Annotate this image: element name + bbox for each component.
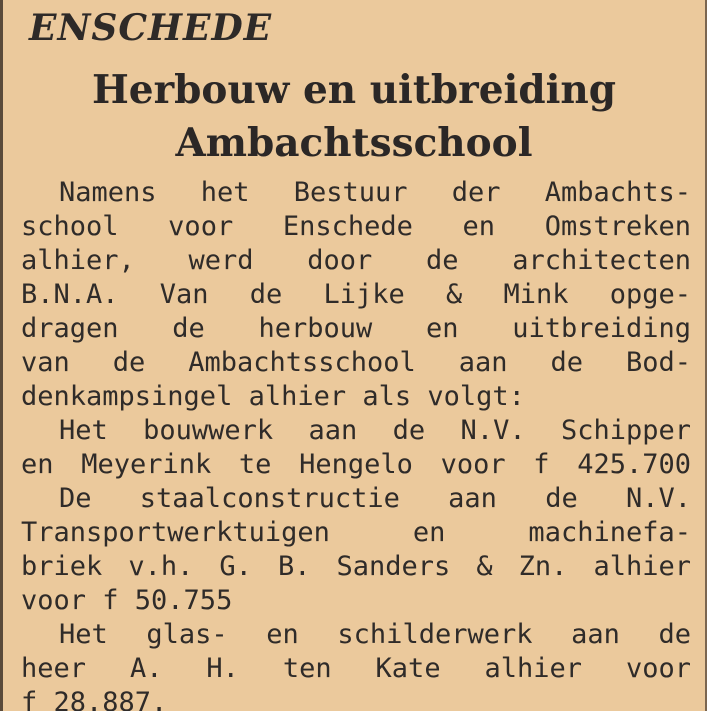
body-line: denkampsingel alhier als volgt: <box>21 381 525 412</box>
body-line: voor f 50.755 <box>21 585 233 616</box>
body-line: De staalconstructie aan de N.V. <box>59 483 691 514</box>
body-line: B.N.A. Van de Lijke & Mink opge- <box>21 279 691 310</box>
body-line: Transportwerktuigen en machinefa- <box>21 517 691 548</box>
body-line: briek v.h. G. B. Sanders & Zn. alhier <box>21 551 691 582</box>
dateline: ENSCHEDE <box>29 7 273 49</box>
article-body <box>21 176 691 711</box>
body-line: Het bouwwerk aan de N.V. Schipper <box>59 415 691 446</box>
headline-line-1: Herbouw en uitbreiding <box>91 67 617 113</box>
headline-line-2: Ambachtsschool <box>175 120 533 166</box>
body-line: Het glas- en schilderwerk aan de <box>59 619 691 650</box>
body-line: dragen de herbouw en uitbreiding <box>21 313 691 344</box>
body-line: alhier, werd door de architecten <box>21 245 691 276</box>
body-line: Namens het Bestuur der Ambachts- <box>59 177 691 208</box>
body-line: f 28.887. <box>21 687 168 711</box>
body-line: en Meyerink te Hengelo voor f 425.700 <box>21 449 691 480</box>
body-line: heer A. H. ten Kate alhier voor <box>21 653 691 684</box>
body-line: school voor Enschede en Omstreken <box>21 211 691 242</box>
body-line: van de Ambachtsschool aan de Bod- <box>21 347 691 378</box>
